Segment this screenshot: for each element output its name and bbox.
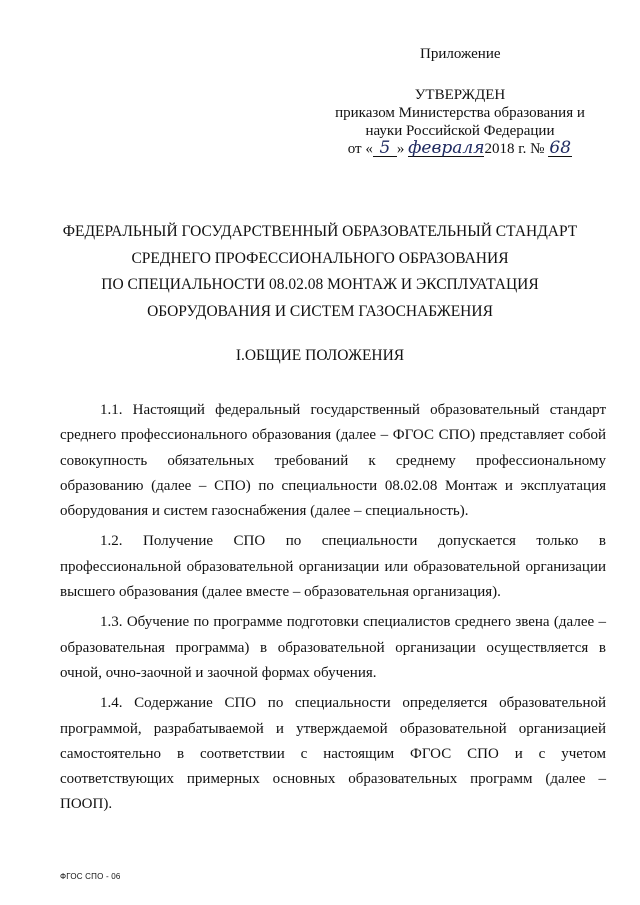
title-line-2: СРЕДНЕГО ПРОФЕССИОНАЛЬНОГО ОБРАЗОВАНИЯ: [131, 249, 509, 267]
order-line-1: приказом Министерства образования и: [335, 105, 585, 121]
paragraph-1-4: 1.4. Содержание СПО по специальности определяется образовательной программой, разрабатываемой и утверждаемой образовательной организацией самостоятельно в соответствии с настоящим ФГОС СПО и с учетом соответствующих примерных основных образовательных программ (далее – ПООП).: [60, 695, 606, 813]
title-line-4: ОБОРУДОВАНИЯ И СИСТЕМ ГАЗОСНАБЖЕНИЯ: [147, 302, 493, 320]
date-prefix: от «: [347, 141, 373, 157]
approved-label: УТВЕРЖДЕН: [414, 87, 506, 103]
paragraph-1-3: 1.3. Обучение по программе подготовки специалистов среднего звена (далее – образовательная программа) в образовательной организации осуществляется в очной, очно-заочной и заочной формах обучения.: [60, 614, 606, 681]
section-heading: I.ОБЩИЕ ПОЛОЖЕНИЯ: [235, 347, 405, 364]
date-month-handwritten: февраля: [408, 138, 485, 158]
title-line-1: ФЕДЕРАЛЬНЫЙ ГОСУДАРСТВЕННЫЙ ОБРАЗОВАТЕЛЬНЫЙ СТАНДАРТ: [62, 223, 578, 240]
document-body: [60, 398, 606, 823]
appendix-label: Приложение: [420, 46, 501, 62]
order-date-line: [330, 140, 590, 158]
footer-code: ФГОС СПО - 06: [60, 872, 121, 881]
paragraph-1-2: 1.2. Получение СПО по специальности допускается только в профессиональной образовательной организации или образовательной организации высшего образования (далее вместе – образовательная организация).: [60, 533, 606, 601]
document-title: [40, 219, 600, 325]
approval-block: [330, 86, 590, 158]
order-number-handwritten: 68: [549, 138, 572, 158]
date-mid: »: [396, 141, 405, 157]
paragraph-1-1: 1.1. Настоящий федеральный государственный образовательный стандарт среднего профессионального образования (далее – ФГОС СПО) представляет собой совокупность обязательных требований к среднему профессиональному образованию (далее – СПО) по специальности 08.02.08 Монтаж и эксплуатация оборудования и систем газоснабжения (далее – специальность).: [60, 402, 606, 520]
date-year: 2018 г. №: [484, 141, 545, 157]
order-line-2: науки Российской Федерации: [365, 123, 555, 139]
date-day-handwritten: 5: [373, 141, 397, 157]
title-line-3: ПО СПЕЦИАЛЬНОСТИ 08.02.08 МОНТАЖ И ЭКСПЛУАТАЦИЯ: [101, 276, 539, 293]
